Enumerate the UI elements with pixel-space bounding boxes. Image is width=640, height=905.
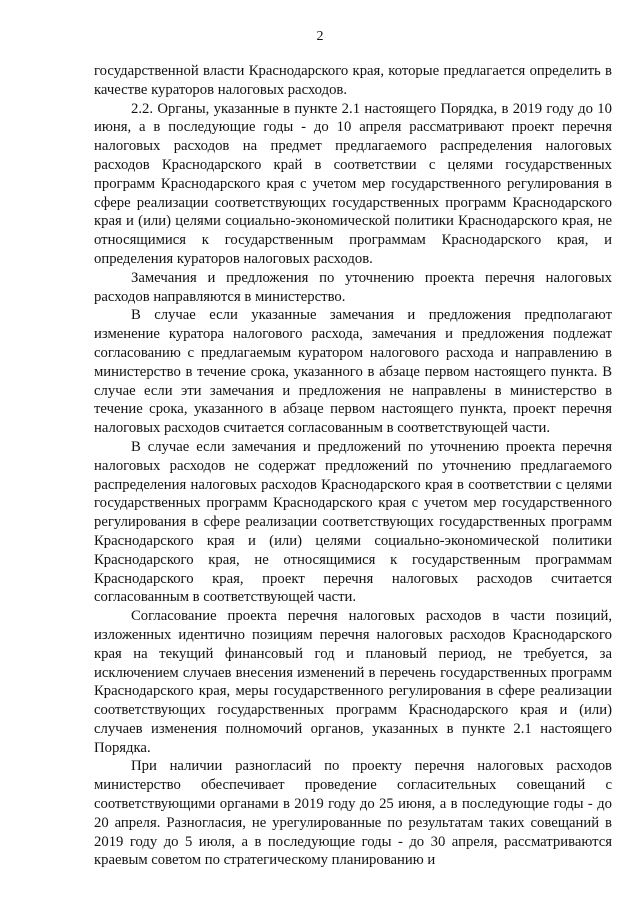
paragraph-7: При наличии разногласий по проекту перечня налоговых расходов министерство обеспечивает проведение согласительных совещаний с соответствующими органами в 2019 году до 25 июня, а в последующие годы - до 20 апреля. Разногласия, не урегулированные по результатам таких совещаний в 2019 году до 5 июля, а в последующие годы - до 30 апреля, рассматриваются краевым советом по стратегическому планированию и bbox=[94, 758, 612, 869]
document-body bbox=[94, 62, 612, 870]
paragraph-1: государственной власти Краснодарского края, которые предлагается определить в качестве кураторов налоговых расходов. bbox=[94, 63, 612, 98]
page-number: 2 bbox=[316, 29, 324, 44]
paragraph-3: Замечания и предложения по уточнению проекта перечня налоговых расходов направляются в министерство. bbox=[94, 269, 612, 305]
paragraph-2: 2.2. Органы, указанные в пункте 2.1 настоящего Порядка, в 2019 году до 10 июня, а в последующие годы - до 10 апреля рассматривают проект перечня налоговых расходов на предмет предлагаемого распределения налоговых расходов Краснодарского край в соответствии с целями государственных программ Краснодарского края с учетом мер государственного регулирования в сфере реализации соответствующих государственных программ Краснодарского края и (или) целями социально-экономической политики Краснодарского края, не относящимися к государственным программам Краснодарского края, и определения кураторов налоговых расходов. bbox=[94, 100, 612, 267]
paragraph-6: Согласование проекта перечня налоговых расходов в части позиций, изложенных идентично позициям перечня налоговых расходов Краснодарского края на текущий финансовый год и плановый период, не требуется, за исключением случаев внесения изменений в перечень государственных программ Краснодарского края, меры государственного регулирования в сфере реализации соответствующих государственных программ Краснодарского края и (или) случаев изменения полномочий органов, указанных в пункте 2.1 настоящего Порядка. bbox=[94, 608, 612, 756]
paragraph-5: В случае если замечания и предложений по уточнению проекта перечня налоговых расходов не содержат предложений по уточнению предлагаемого распределения налоговых расходов Краснодарского края в соответствии с целями государственных программ Краснодарского края с учетом мер государственного регулирования в сфере реализации соответствующих государственных программ Краснодарского края и (или) целями социально-экономической политики Краснодарского края, не относящимися к государственным программам Краснодарского края, проект перечня налоговых расходов считается согласованным в соответствующей части. bbox=[94, 438, 612, 606]
paragraph-4: В случае если указанные замечания и предложения предполагают изменение куратора налогового расхода, замечания и предложения подлежат согласованию с предлагаемым куратором налогового расхода и направлению в министерство в течение срока, указанного в абзаце первом настоящего пункта. В случае если эти замечания и предложения не направлены в министерство в течение срока, указанного в абзаце первом настоящего пункта, проект перечня налоговых расходов считается согласованным в соответствующей части. bbox=[94, 307, 612, 437]
